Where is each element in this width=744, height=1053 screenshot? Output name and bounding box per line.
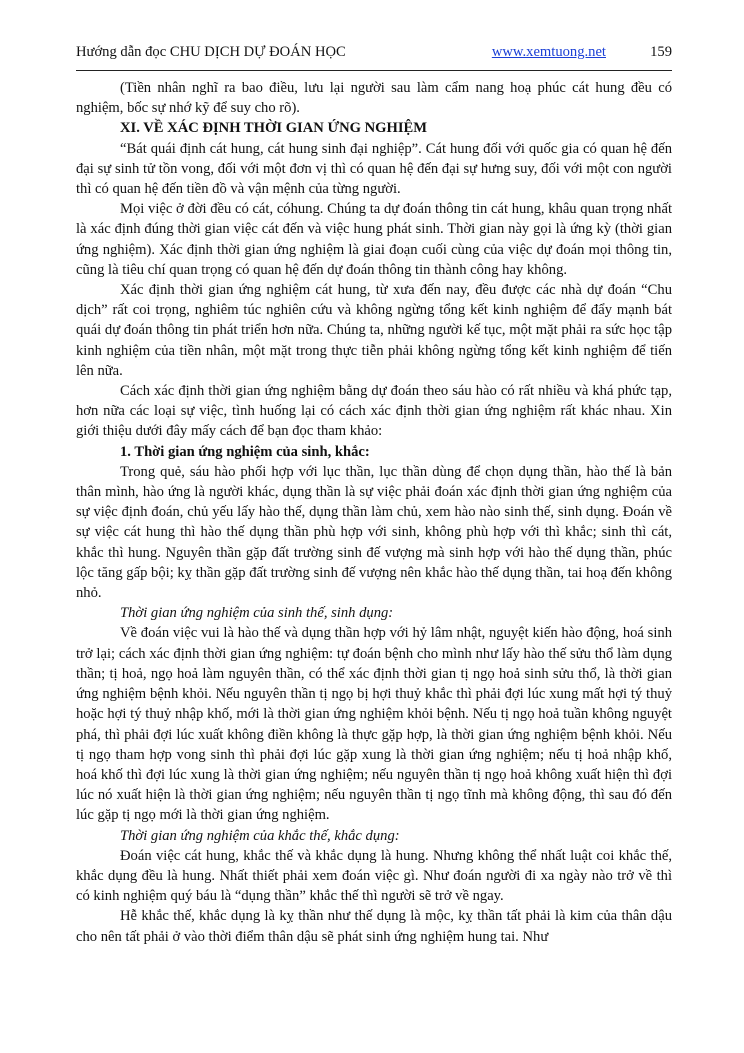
paragraph: “Bát quái định cát hung, cát hung sinh đại nghiệp”. Cát hung đối với quốc gia có quan hệ đến đại sự sinh tử tồn vong, đối với một đơn vị thì có quan hệ đến đại sự hưng suy, đối với một con người thì có quan hệ đến tiền đồ và vận mệnh của từng người. [76,140,672,198]
paragraph: Xác định thời gian ứng nghiệm cát hung, từ xưa đến nay, đều được các nhà dự đoán “Chu dịch” rất coi trọng, nghiêm túc nghiên cứu và không ngừng tổng kết kinh nghiệm để đẩy mạnh bát quái dự đoán thông tin phát triển hơn nữa. Chúng ta, những người kế tục, một mặt phải ra sức học tập kinh nghiệm của tiền nhân, một mặt trong thực tiễn phải không ngừng tổng kết kinh nghiệm để tiến lên nữa. [76,282,672,379]
paragraph: (Tiền nhân nghĩ ra bao điều, lưu lại người sau làm cẩm nang hoạ phúc cát hung đều có nghiệm, bốc sự nhớ kỹ để suy cho rõ). [76,80,672,117]
paragraph: Trong quẻ, sáu hào phối hợp với lục thần, lục thần dùng để chọn dụng thần, hào thế là bản thân mình, hào ứng là người khác, dụng thần là sự việc phải đoán xác định thời gian ứng nghiệm của sự việc định đoán, chủ yếu lấy hào thế, dụng thần làm chủ, xem hào nào sinh thế, sinh dụng. Đoán về sự việc cát hung thì hào thế dụng thần phù hợp với sinh, không phù hợp với thì khắc; sinh thì cát, khắc thì hung. Nguyên thần gặp đất trường sinh đế vượng mà sinh hợp với hào thế dụng thần, phúc lộc tăng gấp bội; kỵ thần gặp đất trường sinh đế vượng nên khắc hào thế dụng thần, tai hoạ đến không nhỏ. [76,463,672,602]
subsection-title: 1. Thời gian ứng nghiệm của sinh, khắc: [120,443,370,460]
paragraph: Về đoán việc vui là hào thế và dụng thần hợp với hỷ lâm nhật, nguyệt kiến hào động, hoá sinh trở lại; cách xác định thời gian ứng nghiệm: tự đoán bệnh cho mình như lấy hào thế sửu thổ làm dụng thần; tị hoả, ngọ hoả làm nguyên thần, có thể xác định thời gian tị ngọ hoả sinh sửu thổ, là thời gian ứng nghiệm bệnh khỏi. Nếu nguyên thần tị ngọ bị hợi thuỷ khắc thì phải đợi lúc xung mất hợi tý thuỷ hoặc hợi tý thuỷ nhập khố, mới là thời gian ứng nghiệm khỏi bệnh. Nếu tị ngọ hoả tuần không nguyệt phá, thì phải đợi lúc xuất không điền không là thực gặp hợp, là thời gian ứng nghiệm bệnh khỏi. Nếu tị ngọ tham hợp vong sinh thì phải đợi lúc gặp xung là thời gian ứng nghiệm; nếu tị hoả nhập khố, hoá khố thì đợi lúc xung là thời gian ứng nghiệm; nếu nguyên thần tị ngọ hoả không xuất hiện thì đợi lúc nó xuất hiện là thời gian ứng nghiệm; nếu nguyên thần tị ngọ tĩnh mà không động, thì sau đó đến lúc gặp tị ngọ mới là thời gian ứng nghiệm. [76,625,672,824]
document-page [76,44,672,947]
page-body [76,78,672,947]
section-title: XI. VỀ XÁC ĐỊNH THỜI GIAN ỨNG NGHIỆM [120,120,428,137]
italic-subheading: Thời gian ứng nghiệm của sinh thế, sinh dụng: [120,605,394,622]
paragraph: Hễ khắc thế, khắc dụng là kỵ thần như thế dụng là mộc, kỵ thần tất phải là kim của thân dậu cho nên tất phải ở vào thời điểm thân dậu sẽ phát sinh ứng nghiệm hung tai. Như [76,908,672,945]
paragraph: Mọi việc ở đời đều có cát, cóhung. Chúng ta dự đoán thông tin cát hung, khâu quan trọng nhất là xác định đúng thời gian việc cát đến và việc hung phát sinh. Thời gian này gọi là ứng kỳ (thời gian ứng nghiệm). Xác định thời gian ứng nghiệm là giai đoạn cuối cùng của việc dự đoán mọi thông tin, cũng là tiêu chí quan trọng có quan hệ đến dự đoán thông tin thành công hay không. [76,201,672,278]
website-link[interactable]: www.xemtuong.net [491,44,606,60]
italic-subheading: Thời gian ứng nghiệm của khắc thế, khắc dụng: [120,827,400,844]
paragraph: Đoán việc cát hung, khắc thế và khắc dụng là hung. Nhưng không thể nhất luật coi khắc thế, khắc dụng đều là hung. Nhất thiết phải xem đoán việc gì. Như đoán người đi xa ngày nào trở về thì có kinh nghiệm quý báu là “dụng thần” khắc thế thì người sẽ trở về ngay. [76,847,672,905]
page-header [76,44,672,66]
paragraph: Cách xác định thời gian ứng nghiệm bằng dự đoán theo sáu hào có rất nhiều và khá phức tạp, hơn nữa các loại sự việc, tình huống lại có cách xác định thời gian ứng nghiệm rất khác nhau. Xin giới thiệu dưới đây mấy cách để bạn đọc tham khảo: [76,383,672,440]
header-rule [76,70,672,71]
book-title: Hướng dẫn đọc CHU DỊCH DỰ ĐOÁN HỌC [76,44,346,60]
page-number: 159 [650,44,672,60]
